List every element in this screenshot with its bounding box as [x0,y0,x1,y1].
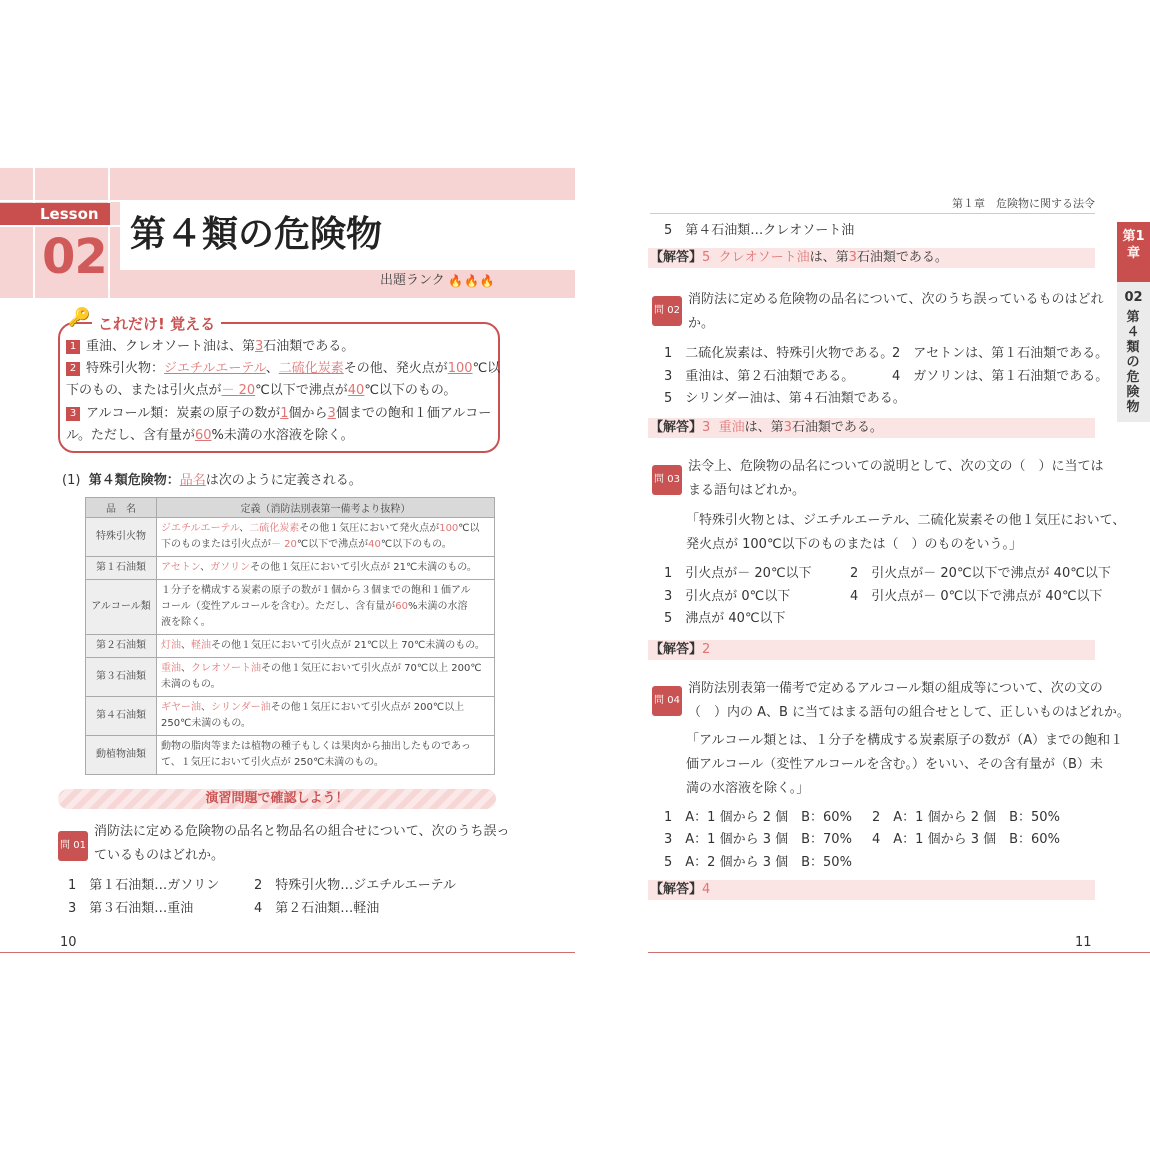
exercise-banner-label: 演習問題で確認しよう！ [205,791,349,806]
table-row: 第１石油類 アセトン、ガソリンその他１気圧において引火点が 21℃未満のもの。 [86,557,495,580]
header-grid-line [33,168,35,298]
question-text: 消防法別表第一備考で定めるアルコール類の組成等について、次の文の （ ）内の A、B に当てはまる語句の組合せとして、正しいものはどれか。 [688,681,1130,720]
memo-item: 3 アルコール類：炭素の原子の数が1個から3個までの飽和１価アルコー [66,403,491,425]
memorize-title: これだけ! 覚える [92,314,221,334]
lesson-label: Lesson [40,205,99,223]
memo-number: 3 [66,407,80,421]
answer-text: 【解答】2 [650,642,711,657]
choice: 1 引火点が－ 20℃以下 [664,566,812,581]
question-badge: 問 01 [58,831,88,861]
running-rule [650,213,1095,214]
answer-bar [648,640,1095,660]
question-text: 消防法に定める危険物の品名について、次のうち誤っているものはどれ か。 [688,292,1104,331]
table-row: 第３石油類 重油、クレオソート油その他１気圧において引火点が 70℃以上 200℃ 未満のもの。 [86,658,495,697]
quote-text: 「アルコール類とは、１分子を構成する炭素原子の数が（A）までの飽和１ 価アルコール（変性アルコールを含む。）をいい、その含有量が（B）未 満の水溶液を除く。」 [686,733,1124,796]
lesson-number: 02 [42,229,107,285]
choice: 1 A：1 個から 2 個 B：60% [664,810,852,825]
table-header: 定義（消防法別表第一備考より抜粋） [157,498,495,518]
answer-text: 【解答】5 クレオソート油は、第3石油類である。 [650,250,948,265]
table-row: 動植物油類 動物の脂肉等または植物の種子もしくは果肉から抽出したものであっ て、１気圧において引火点が 250℃未満のもの。 [86,736,495,775]
choice: 1 第１石油類…ガソリン [68,878,220,893]
page-rule [0,952,575,953]
choice: 5 第４石油類…クレオソート油 [664,223,855,238]
choice: 3 第３石油類…重油 [68,901,194,916]
answer-text: 【解答】4 [650,882,711,897]
side-lesson-number: 02 [1124,290,1143,305]
memo-item: 1 重油、クレオソート油は、第3石油類である。 [66,336,354,358]
choice: 3 A：1 個から 3 個 B：70% [664,832,852,847]
memo-item: 下のもの、または引火点が－ 20℃以下で沸点が40℃以下のもの。 [66,383,457,398]
choice: 4 引火点が－ 0℃以下で沸点が 40℃以下 [850,589,1103,604]
choice: 2 A：1 個から 2 個 B：50% [872,810,1060,825]
header-grid-line [108,168,110,298]
running-head: 第１章 危険物に関する法令 [952,197,1095,210]
table-row: 特殊引火物 ジエチルエーテル、二硫化炭素その他１気圧において発火点が100℃以 下のものまたは引火点が－ 20℃以下で沸点が40℃以下のもの。 [86,518,495,557]
table-header: 品 名 [86,498,157,518]
choice: 5 シリンダー油は、第４石油類である。 [664,391,906,406]
rank-label: 出題ランク [380,273,445,288]
key-icon: 🔑 [68,307,91,328]
choice: 4 ガソリンは、第１石油類である。 [892,369,1109,384]
question-text: 消防法に定める危険物の品名と物品名の組合せについて、次のうち誤っ ているものはどれか。 [94,824,510,863]
answer-bar [648,880,1095,900]
side-chapter-label: 第1章 [1122,229,1145,261]
page-number: 11 [1075,935,1092,950]
choice: 2 特殊引火物…ジエチルエーテル [254,878,456,893]
answer-text: 【解答】3 重油は、第3石油類である。 [650,420,883,435]
memo-number: 1 [66,340,80,354]
question-badge: 問 02 [652,296,682,326]
memo-item: ル。ただし、含有量が60%未満の水溶液を除く。 [66,428,354,443]
choice: 4 第２石油類…軽油 [254,901,380,916]
choice: 1 二硫化炭素は、特殊引火物である。 [664,346,894,361]
table-row: 第２石油類 灯油、軽油その他１気圧において引火点が 21℃以上 70℃未満のもの。 [86,635,495,658]
choice: 4 A：1 個から 3 個 B：60% [872,832,1060,847]
choice: 5 A：2 個から 3 個 B：50% [664,855,852,870]
choice: 3 引火点が 0℃以下 [664,589,791,604]
choice: 2 アセトンは、第１石油類である。 [892,346,1109,361]
choice: 5 沸点が 40℃以下 [664,611,786,626]
header-grid-line [0,200,120,202]
question-text: 法令上、危険物の品名についての説明として、次の文の（ ）に当ては まる語句はどれか。 [688,459,1104,498]
lesson-title: 第４類の危険物 [130,214,383,255]
definition-table [85,497,495,775]
flame-icon: 🔥🔥🔥 [448,274,496,288]
memo-number: 2 [66,362,80,376]
page-number: 10 [60,935,77,950]
section-heading: (1) 第４類危険物：品名は次のように定義される。 [62,473,362,488]
choice: 2 引火点が－ 20℃以下で沸点が 40℃以下 [850,566,1111,581]
choice: 3 重油は、第２石油類である。 [664,369,855,384]
page-rule [648,952,1150,953]
side-lesson-title: 第４類の危険物 [1126,310,1140,415]
table-row: アルコール類 １分子を構成する炭素の原子の数が１個から３個までの飽和１価アル コール（変性アルコールを含む）。ただし、含有量が60%未満の水溶 液を除く。 [86,580,495,635]
question-badge: 問 04 [652,686,682,716]
table-row: 第４石油類 ギヤー油、シリンダー油その他１気圧において引火点が 200℃以上 250℃未満のもの。 [86,697,495,736]
question-badge: 問 03 [652,465,682,495]
quote-text: 「特殊引火物とは、ジエチルエーテル、二硫化炭素その他１気圧において、 発火点が 100℃以下のものまたは（ ）のものをいう。」 [686,513,1126,552]
memo-item: 2 特殊引火物：ジエチルエーテル、二硫化炭素その他、発火点が100℃以 [66,358,500,380]
